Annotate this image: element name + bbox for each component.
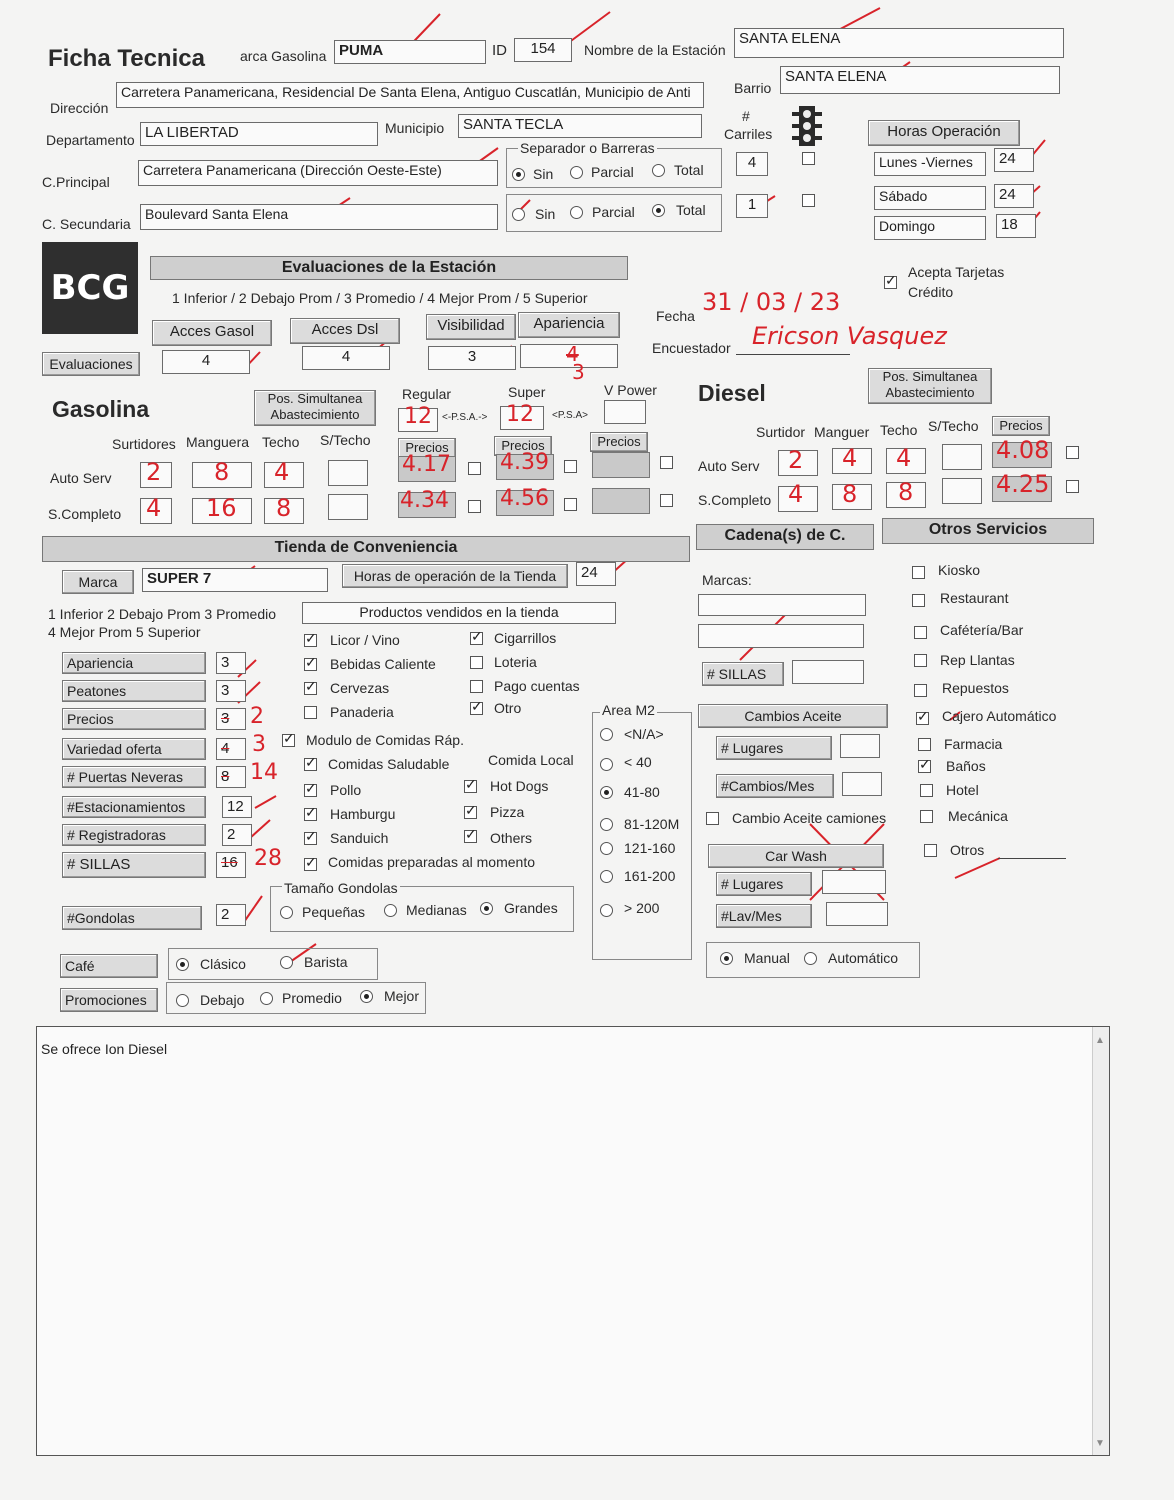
otros-servicios-title: Otros Servicios — [882, 518, 1094, 544]
c-secundaria-field[interactable]: Boulevard Santa Elena — [140, 204, 498, 230]
tienda-scale-1: 1 Inferior 2 Debajo Prom 3 Promedio — [48, 606, 276, 622]
cajero-checkbox[interactable] — [916, 712, 929, 725]
notes-text: Se ofrece Ion Diesel — [41, 1041, 168, 1057]
gas-comp-vpower-price-box[interactable] — [592, 488, 650, 514]
gas-auto-stecho-box[interactable] — [328, 460, 368, 486]
promociones-button[interactable]: Promociones — [60, 988, 158, 1012]
area-lt40-label: < 40 — [624, 754, 652, 770]
encuestador-value[interactable]: Ericson Vasquez — [752, 322, 947, 350]
area-161-200-label: 161-200 — [624, 868, 676, 884]
tienda-title: Tienda de Conveniencia — [42, 536, 690, 562]
manual-radio[interactable] — [720, 952, 733, 965]
productos-title: Productos vendidos en la tienda — [302, 602, 616, 624]
kiosko-label: Kiosko — [938, 562, 981, 578]
area-81-120-label: 81-120M — [624, 816, 680, 832]
gas-auto-manguera-value: 8 — [214, 458, 230, 486]
panaderia-checkbox[interactable] — [304, 706, 317, 719]
diesel-comp-check[interactable] — [1066, 480, 1079, 493]
tienda-sillas-hand: 28 — [254, 846, 282, 871]
diesel-auto-check[interactable] — [1066, 446, 1079, 459]
cambio-camiones-checkbox[interactable] — [706, 812, 719, 825]
vpower-box[interactable] — [604, 400, 646, 424]
diesel-precios-button[interactable]: Precios — [992, 416, 1050, 436]
gasolina-title: Gasolina — [52, 396, 150, 422]
visibilidad-button[interactable]: Visibilidad — [426, 314, 516, 340]
col-surtidores: Surtidores — [112, 436, 176, 452]
separador-label: Separador o Barreras — [520, 140, 655, 156]
others-checkbox[interactable] — [464, 830, 477, 843]
credito-label: Crédito — [908, 284, 954, 300]
cervezas-checkbox[interactable] — [304, 682, 317, 695]
cajero-label: Cajero Automático — [942, 708, 1057, 724]
tienda-apariencia-field[interactable]: 3 — [216, 652, 246, 674]
banos-checkbox[interactable] — [918, 760, 931, 773]
barrio-label: Barrio — [734, 80, 772, 96]
tienda-horas-button[interactable]: Horas de operación de la Tienda — [342, 564, 568, 588]
carriles-hash: # — [742, 108, 750, 124]
diesel-col-techo: Techo — [880, 422, 918, 438]
restaurant-checkbox[interactable] — [912, 594, 925, 607]
tienda-marca-field[interactable]: SUPER 7 — [142, 568, 328, 592]
banos-label: Baños — [946, 758, 986, 774]
acces-gasol-field[interactable]: 4 — [162, 350, 250, 374]
gasolina-pos-simultanea-button[interactable]: Pos. Simultanea Abastecimiento — [254, 390, 376, 426]
principal-parcial-radio[interactable] — [570, 166, 583, 179]
cambios-mes-button[interactable]: #Cambios/Mes — [716, 774, 834, 798]
lunes-viernes-label: Lunes -Viernes — [874, 152, 986, 176]
super-psa-value: 12 — [506, 402, 534, 427]
grandes-radio[interactable] — [480, 902, 493, 915]
car-wash-lugares-button[interactable]: # Lugares — [716, 872, 812, 896]
fecha-label: Fecha — [656, 308, 695, 324]
barrio-field[interactable]: SANTA ELENA — [780, 66, 1060, 94]
scroll-down-icon[interactable]: ▼ — [1095, 1438, 1105, 1449]
area-group — [592, 712, 692, 960]
gas-auto-vpower-check[interactable] — [660, 456, 673, 469]
tienda-gondolas-field[interactable]: 2 — [216, 904, 246, 926]
secundaria-total-radio[interactable] — [652, 204, 665, 217]
area-lt40-radio[interactable] — [600, 758, 613, 771]
tienda-peatones-button[interactable]: Peatones — [62, 680, 206, 702]
farmacia-label: Farmacia — [944, 736, 1003, 752]
tienda-sillas-button[interactable]: # SILLAS — [62, 852, 206, 878]
precios-vpower-button[interactable]: Precios — [590, 432, 648, 452]
gas-comp-regular-price: 4.34 — [400, 488, 449, 513]
repuestos-checkbox[interactable] — [914, 684, 927, 697]
area-121-160-radio[interactable] — [600, 842, 613, 855]
regular-psa-value: 12 — [404, 404, 432, 429]
pequenas-label: Pequeñas — [302, 904, 366, 920]
direccion-field[interactable]: Carretera Panamericana, Residencial De Santa Elena, Antiguo Cuscatlán, Municipio de Anti — [116, 82, 704, 108]
barista-radio[interactable] — [280, 956, 293, 969]
tienda-variedad-field[interactable]: 4 — [216, 738, 246, 760]
apariencia-hand-old: 4 — [566, 342, 579, 366]
page-title: Ficha Tecnica — [48, 45, 205, 72]
pizza-label: Pizza — [490, 804, 525, 820]
cambios-mes-field[interactable] — [842, 772, 882, 796]
automatico-radio[interactable] — [804, 952, 817, 965]
secundaria-checkbox[interactable] — [802, 194, 815, 207]
principal-total-label: Total — [674, 162, 704, 178]
tienda-precios-button[interactable]: Precios — [62, 708, 206, 730]
car-wash-button[interactable]: Car Wash — [708, 844, 884, 868]
comidas-saludable-label: Comidas Saludable — [328, 756, 450, 772]
restaurant-label: Restaurant — [940, 590, 1009, 606]
diesel-s-completo-label: S.Completo — [698, 492, 772, 508]
departamento-field[interactable]: LA LIBERTAD — [140, 122, 378, 146]
modulo-label: Modulo de Comidas Ráp. — [306, 732, 464, 748]
c-secundaria-label: C. Secundaria — [42, 216, 131, 232]
diesel-auto-techo-value: 4 — [896, 444, 912, 472]
cafe-button[interactable]: Café — [60, 954, 158, 978]
bcg-logo: BCG — [42, 242, 138, 334]
panaderia-label: Panaderia — [330, 704, 394, 720]
principal-checkbox[interactable] — [802, 152, 815, 165]
evaluaciones-title: Evaluaciones de la Estación — [150, 256, 628, 280]
tienda-puertas-hand: 14 — [250, 760, 278, 785]
rep-llantas-label: Rep Llantas — [940, 652, 1015, 668]
tienda-puertas-field[interactable]: 8 — [216, 766, 246, 788]
cafeteria-checkbox[interactable] — [914, 626, 927, 639]
sabado-field[interactable]: 24 — [994, 184, 1034, 208]
otros-checkbox[interactable] — [924, 844, 937, 857]
diesel-comp-surtidor-value: 4 — [788, 480, 804, 508]
otro-label: Otro — [494, 700, 522, 716]
diesel-comp-techo-value: 8 — [898, 478, 914, 506]
acces-gasol-button[interactable]: Acces Gasol — [152, 320, 272, 346]
c-principal-field[interactable]: Carretera Panamericana (Dirección Oeste-Este) — [138, 160, 498, 186]
col-stecho: S/Techo — [320, 432, 371, 448]
diesel-comp-manguer-value: 8 — [842, 480, 858, 508]
area-gt200-radio[interactable] — [600, 904, 613, 917]
principal-parcial-label: Parcial — [591, 164, 634, 180]
tienda-estacionamientos-button[interactable]: #Estacionamientos — [62, 796, 206, 818]
tienda-variedad-hand: 3 — [252, 732, 266, 757]
psa-arrow-2: <P.S.A> — [552, 410, 588, 421]
notes-scrollbar[interactable] — [1092, 1027, 1109, 1455]
pollo-checkbox[interactable] — [304, 784, 317, 797]
precios-regular-button[interactable]: Precios — [398, 438, 456, 458]
sanduich-checkbox[interactable] — [304, 832, 317, 845]
promedio-label: Promedio — [282, 990, 342, 1006]
tienda-registradoras-field[interactable]: 2 — [222, 824, 252, 846]
gas-auto-super-check[interactable] — [564, 460, 577, 473]
kiosko-checkbox[interactable] — [912, 566, 925, 579]
otros-line — [998, 858, 1066, 859]
domingo-label: Domingo — [874, 216, 986, 240]
gas-comp-manguera-value: 16 — [206, 494, 237, 522]
nombre-label: Nombre de la Estación — [584, 42, 726, 58]
gas-comp-surtidores-value: 4 — [146, 494, 162, 522]
diesel-auto-surtidor-value: 2 — [788, 446, 804, 474]
tienda-estacionamientos-field[interactable]: 12 — [222, 796, 252, 818]
area-41-80-radio[interactable] — [600, 786, 613, 799]
acepta-tarjetas-label: Acepta Tarjetas — [908, 264, 1005, 280]
id-label: ID — [492, 42, 507, 59]
cervezas-label: Cervezas — [330, 680, 390, 696]
cigarrillos-checkbox[interactable] — [470, 632, 483, 645]
cambio-camiones-label: Cambio Aceite camiones — [732, 810, 887, 826]
tienda-puertas-button[interactable]: # Puertas Neveras — [62, 766, 206, 788]
debajo-label: Debajo — [200, 992, 245, 1008]
super-label: Super — [508, 384, 546, 400]
modulo-checkbox[interactable] — [282, 734, 295, 747]
direccion-label: Dirección — [50, 100, 109, 116]
medianas-radio[interactable] — [384, 904, 397, 917]
encuestador-line — [736, 354, 850, 355]
diesel-col-surtidor: Surtidor — [756, 424, 806, 440]
acepta-tarjetas-checkbox[interactable] — [884, 276, 897, 289]
automatico-label: Automático — [828, 950, 899, 966]
marca-field[interactable]: PUMA — [334, 40, 486, 64]
gas-s-completo-label: S.Completo — [48, 506, 122, 522]
regular-label: Regular — [402, 386, 452, 402]
grandes-label: Grandes — [504, 900, 558, 916]
cambios-aceite-button[interactable]: Cambios Aceite — [698, 704, 888, 728]
cigarrillos-label: Cigarrillos — [494, 630, 557, 646]
diesel-auto-serv-label: Auto Serv — [698, 458, 760, 474]
hot-dogs-checkbox[interactable] — [464, 780, 477, 793]
area-gt200-label: > 200 — [624, 900, 660, 916]
pago-cuentas-label: Pago cuentas — [494, 678, 580, 694]
rep-llantas-checkbox[interactable] — [914, 654, 927, 667]
bebidas-label: Bebidas Caliente — [330, 656, 436, 672]
area-na-label: <N/A> — [624, 726, 664, 742]
pequenas-radio[interactable] — [280, 906, 293, 919]
carriles-secundaria-field[interactable]: 1 — [736, 194, 768, 218]
municipio-field[interactable]: SANTA TECLA — [458, 114, 702, 138]
clasico-label: Clásico — [200, 956, 246, 972]
diesel-auto-stecho-box[interactable] — [942, 444, 982, 470]
secundaria-total-label: Total — [676, 202, 706, 218]
notes-textarea[interactable] — [36, 1026, 1110, 1456]
farmacia-checkbox[interactable] — [918, 738, 931, 751]
municipio-label: Municipio — [385, 120, 445, 136]
principal-sin-radio[interactable] — [512, 168, 525, 181]
domingo-field[interactable]: 18 — [996, 214, 1036, 238]
secundaria-sin-radio[interactable] — [512, 208, 525, 221]
marcas-field-2[interactable] — [698, 624, 864, 648]
hotel-label: Hotel — [946, 782, 979, 798]
pago-cuentas-checkbox[interactable] — [470, 680, 483, 693]
gas-comp-vpower-check[interactable] — [660, 494, 673, 507]
pizza-checkbox[interactable] — [464, 806, 477, 819]
tienda-precios-hand: 2 — [250, 704, 264, 729]
acces-dsl-field[interactable]: 4 — [302, 346, 390, 370]
sanduich-label: Sanduich — [330, 830, 389, 846]
hamburgu-label: Hamburgu — [330, 806, 396, 822]
gas-comp-super-price: 4.56 — [500, 486, 549, 511]
gas-comp-regular-check[interactable] — [468, 500, 481, 513]
diesel-col-manguer: Manguer — [814, 424, 870, 440]
lugares-button[interactable]: # Lugares — [716, 736, 832, 760]
apariencia-hand-new: 3 — [572, 360, 585, 384]
tienda-marca-button[interactable]: Marca — [62, 570, 134, 594]
promedio-radio[interactable] — [260, 992, 273, 1005]
debajo-radio[interactable] — [176, 994, 189, 1007]
gas-comp-super-check[interactable] — [564, 498, 577, 511]
hotel-checkbox[interactable] — [920, 784, 933, 797]
principal-total-radio[interactable] — [652, 164, 665, 177]
marcas-label: Marcas: — [702, 572, 752, 588]
c-principal-label: C.Principal — [42, 174, 110, 190]
tienda-variedad-button[interactable]: Variedad oferta — [62, 738, 206, 760]
tienda-peatones-field[interactable]: 3 — [216, 680, 246, 702]
visibilidad-field[interactable]: 3 — [428, 346, 516, 370]
marca-label: arca Gasolina — [240, 48, 327, 64]
comidas-saludable-checkbox[interactable] — [304, 758, 317, 771]
departamento-label: Departamento — [46, 132, 135, 148]
diesel-title: Diesel — [698, 380, 766, 406]
lav-mes-button[interactable]: #Lav/Mes — [716, 904, 812, 928]
tienda-sillas-field[interactable]: 16 — [216, 852, 246, 878]
tienda-apariencia-button[interactable]: Apariencia — [62, 652, 206, 674]
col-techo: Techo — [262, 434, 300, 450]
area-161-200-radio[interactable] — [600, 870, 613, 883]
secundaria-parcial-radio[interactable] — [570, 206, 583, 219]
loteria-checkbox[interactable] — [470, 656, 483, 669]
otro-checkbox[interactable] — [470, 702, 483, 715]
diesel-col-stecho: S/Techo — [928, 418, 979, 434]
tamano-gondolas-label: Tamaño Gondolas — [284, 880, 398, 896]
tienda-horas-field[interactable]: 24 — [576, 562, 616, 586]
mecanica-checkbox[interactable] — [920, 810, 933, 823]
car-wash-lugares-field[interactable] — [822, 870, 886, 894]
licor-checkbox[interactable] — [304, 634, 317, 647]
mejor-radio[interactable] — [360, 990, 373, 1003]
hamburgu-checkbox[interactable] — [304, 808, 317, 821]
area-121-160-label: 121-160 — [624, 840, 676, 856]
sabado-label: Sábado — [874, 186, 986, 210]
area-na-radio[interactable] — [600, 728, 613, 741]
barista-label: Barista — [304, 954, 348, 970]
cadena-title: Cadena(s) de C. — [696, 524, 874, 550]
gas-auto-super-price: 4.39 — [500, 450, 549, 475]
horas-operacion-button[interactable]: Horas Operación — [868, 120, 1020, 146]
id-field[interactable]: 154 — [514, 38, 572, 62]
diesel-pos-simultanea-button[interactable]: Pos. Simultanea Abastecimiento — [868, 368, 992, 404]
gas-auto-vpower-price-box[interactable] — [592, 452, 650, 478]
diesel-auto-manguer-value: 4 — [842, 444, 858, 472]
traffic-light-icon — [790, 106, 824, 146]
tienda-gondolas-button[interactable]: #Gondolas — [62, 906, 202, 930]
loteria-label: Loteria — [494, 654, 537, 670]
comidas-preparadas-label: Comidas preparadas al momento — [328, 854, 535, 870]
repuestos-label: Repuestos — [942, 680, 1009, 696]
comida-local-label: Comida Local — [488, 752, 574, 768]
lunes-viernes-field[interactable]: 24 — [994, 148, 1034, 172]
gas-auto-regular-price: 4.17 — [402, 452, 451, 477]
diesel-comp-price: 4.25 — [996, 470, 1050, 498]
lav-mes-field[interactable] — [826, 902, 888, 926]
area-41-80-label: 41-80 — [624, 784, 660, 800]
col-manguera: Manguera — [186, 434, 250, 450]
area-title: Area M2 — [602, 702, 655, 718]
secundaria-parcial-label: Parcial — [592, 204, 635, 220]
lugares-field[interactable] — [840, 734, 880, 758]
cadena-sillas-field[interactable] — [792, 660, 864, 684]
otros-label: Otros — [950, 842, 985, 858]
apariencia-button[interactable]: Apariencia — [518, 312, 620, 338]
diesel-comp-stecho-box[interactable] — [942, 478, 982, 504]
tienda-scale-2: 4 Mejor Prom 5 Superior — [48, 624, 201, 640]
manual-label: Manual — [744, 950, 790, 966]
clasico-radio[interactable] — [176, 958, 189, 971]
acces-dsl-button[interactable]: Acces Dsl — [290, 318, 400, 344]
mejor-label: Mejor — [384, 988, 420, 1004]
carriles-label: Carriles — [724, 126, 773, 142]
cafeteria-label: Cafétería/Bar — [940, 622, 1024, 638]
gas-comp-stecho-box[interactable] — [328, 494, 368, 520]
gas-auto-regular-check[interactable] — [468, 462, 481, 475]
scroll-up-icon[interactable]: ▲ — [1095, 1035, 1105, 1046]
hot-dogs-label: Hot Dogs — [490, 778, 549, 794]
gas-auto-techo-value: 4 — [274, 458, 290, 486]
gas-auto-surtidores-value: 2 — [146, 458, 162, 486]
mecanica-label: Mecánica — [948, 808, 1008, 824]
diesel-auto-price: 4.08 — [996, 436, 1050, 464]
evaluaciones-scale: 1 Inferior / 2 Debajo Prom / 3 Promedio / 4 Mejor Prom / 5 Superior — [172, 290, 588, 306]
carriles-principal-field[interactable]: 4 — [736, 152, 768, 176]
bebidas-checkbox[interactable] — [304, 658, 317, 671]
comidas-preparadas-checkbox[interactable] — [304, 858, 317, 871]
medianas-label: Medianas — [406, 902, 467, 918]
precios-super-button[interactable]: Precios — [494, 436, 552, 456]
principal-sin-label: Sin — [533, 166, 554, 182]
gas-comp-techo-value: 8 — [276, 494, 292, 522]
fecha-value[interactable]: 31 / 03 / 23 — [702, 288, 841, 316]
cadena-sillas-button[interactable]: # SILLAS — [702, 662, 784, 686]
marcas-field-1[interactable] — [698, 594, 866, 616]
evaluaciones-button[interactable]: Evaluaciones — [42, 352, 140, 376]
pollo-label: Pollo — [330, 782, 362, 798]
tienda-precios-field[interactable]: 3 — [216, 708, 246, 730]
others-label: Others — [490, 830, 533, 846]
nombre-field[interactable]: SANTA ELENA — [734, 28, 1064, 58]
psa-arrow-1: <-P.S.A.-> — [442, 412, 488, 423]
vpower-label: V Power — [604, 382, 657, 398]
licor-label: Licor / Vino — [330, 632, 400, 648]
encuestador-label: Encuestador — [652, 340, 731, 356]
secundaria-sin-label: Sin — [535, 206, 556, 222]
area-81-120-radio[interactable] — [600, 818, 613, 831]
gas-auto-serv-label: Auto Serv — [50, 470, 112, 486]
tienda-registradoras-button[interactable]: # Registradoras — [62, 824, 206, 846]
